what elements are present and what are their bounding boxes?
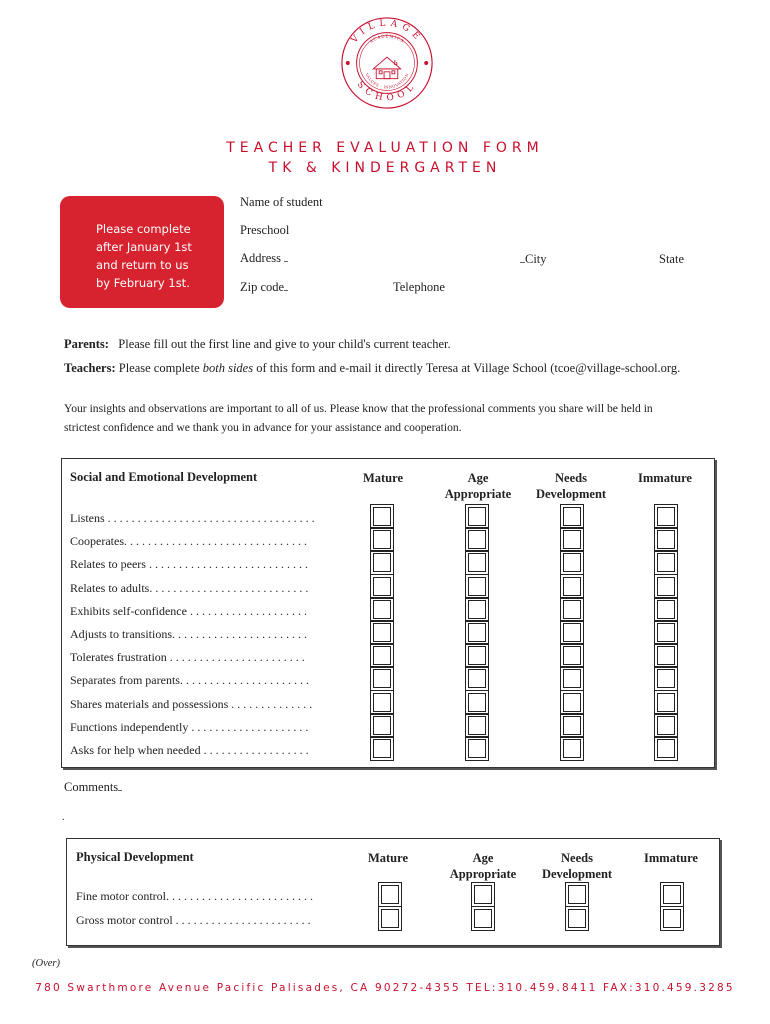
svg-text:SCHOOL: SCHOOL — [354, 79, 420, 104]
criterion-label: Asks for help when needed . . . . . . . . . . . . . . . . . . — [70, 743, 309, 757]
age-appropriate-checkbox[interactable] — [468, 577, 486, 596]
immature-checkbox[interactable] — [657, 577, 675, 596]
village-school-logo — [338, 14, 436, 112]
column-needs-development: Needs Development — [535, 471, 607, 501]
mature-checkbox[interactable] — [373, 739, 391, 758]
age-appropriate-checkbox[interactable] — [474, 885, 492, 904]
needs-development-checkbox[interactable] — [568, 909, 586, 928]
section-heading: Social and Emotional Development — [70, 470, 258, 484]
column-mature: Mature — [362, 471, 404, 485]
section-heading: Physical Development — [76, 850, 194, 864]
over-note: (Over) — [32, 958, 60, 969]
needs-development-checkbox[interactable] — [563, 646, 581, 665]
school-address-footer: 780 Swarthmore Avenue Pacific Palisades, CA 90272-4355 TEL:310.459.8411 FAX:310.459.3285 — [35, 982, 735, 994]
schoolhouse-icon — [373, 57, 400, 79]
notice-line: after January 1st — [96, 240, 192, 254]
criterion-label: Adjusts to transitions. . . . . . . . . . . . . . . . . . . . . . . — [70, 627, 308, 641]
age-appropriate-checkbox[interactable] — [474, 909, 492, 928]
svg-text:VALUES · INNOVATION: VALUES · INNOVATION — [364, 72, 410, 90]
immature-checkbox[interactable] — [657, 507, 675, 526]
mature-checkbox[interactable] — [373, 623, 391, 642]
age-appropriate-checkbox[interactable] — [468, 623, 486, 642]
criterion-label: Gross motor control . . . . . . . . . . . . . . . . . . . . . . . — [76, 912, 311, 927]
immature-checkbox[interactable] — [657, 530, 675, 549]
form-title: TEACHER EVALUATION FORM — [226, 140, 544, 156]
needs-development-checkbox[interactable] — [563, 600, 581, 619]
intro-line-1: Your insights and observations are important to all of us. Please know that the professional comments you share will be held in — [64, 402, 653, 415]
immature-checkbox[interactable] — [657, 716, 675, 735]
immature-checkbox[interactable] — [657, 600, 675, 619]
age-appropriate-checkbox[interactable] — [468, 507, 486, 526]
criterion-label: Tolerates frustration . . . . . . . . . . . . . . . . . . . . . . . — [70, 650, 305, 665]
mature-checkbox[interactable] — [373, 693, 391, 712]
criterion-label: Fine motor control. . . . . . . . . . . . . . . . . . . . . . . . . — [76, 889, 313, 903]
notice-line: by February 1st. — [96, 276, 190, 290]
needs-development-checkbox[interactable] — [568, 885, 586, 904]
needs-development-checkbox[interactable] — [563, 739, 581, 758]
criterion-label: Relates to adults. . . . . . . . . . . . . . . . . . . . . . . . . . . — [70, 580, 309, 595]
svg-text:ACADEMICS: ACADEMICS — [368, 33, 406, 44]
column-mature: Mature — [367, 851, 409, 865]
intro-line-2: strictest confidence and we thank you in advance for your assistance and cooperation. — [64, 421, 462, 434]
mature-checkbox[interactable] — [381, 885, 399, 904]
mature-checkbox[interactable] — [373, 530, 391, 549]
mature-checkbox[interactable] — [373, 553, 391, 572]
age-appropriate-checkbox[interactable] — [468, 739, 486, 758]
form-subtitle: TK & KINDERGARTEN — [268, 160, 502, 176]
immature-checkbox[interactable] — [657, 553, 675, 572]
immature-checkbox[interactable] — [657, 693, 675, 712]
immature-checkbox[interactable] — [657, 739, 675, 758]
column-age-appropriate: Age Appropriate — [444, 471, 512, 501]
notice-line: and return to us — [96, 258, 189, 272]
state-field[interactable]: State — [659, 252, 684, 266]
column-immature: Immature — [644, 851, 698, 865]
immature-checkbox[interactable] — [663, 909, 681, 928]
age-appropriate-checkbox[interactable] — [468, 530, 486, 549]
needs-development-checkbox[interactable] — [563, 577, 581, 596]
column-immature: Immature — [638, 471, 692, 485]
parents-instruction: Parents: Please fill out the first line and give to your child's current teacher. — [64, 337, 451, 351]
age-appropriate-checkbox[interactable] — [468, 693, 486, 712]
mature-checkbox[interactable] — [373, 716, 391, 735]
mature-checkbox[interactable] — [373, 577, 391, 596]
preschool-field[interactable]: Preschool — [240, 223, 290, 237]
age-appropriate-checkbox[interactable] — [468, 669, 486, 688]
column-needs-development: Needs Development — [541, 851, 613, 881]
immature-checkbox[interactable] — [657, 646, 675, 665]
needs-development-checkbox[interactable] — [563, 669, 581, 688]
criterion-label: Exhibits self-confidence . . . . . . . . . . . . . . . . . . . . — [70, 603, 307, 618]
name-of-student-field[interactable]: Name of student — [240, 195, 323, 209]
mature-checkbox[interactable] — [373, 600, 391, 619]
needs-development-checkbox[interactable] — [563, 716, 581, 735]
age-appropriate-checkbox[interactable] — [468, 553, 486, 572]
comments-dot: . — [62, 812, 65, 823]
immature-checkbox[interactable] — [657, 669, 675, 688]
immature-checkbox[interactable] — [663, 885, 681, 904]
criterion-label: Cooperates. . . . . . . . . . . . . . . . . . . . . . . . . . . . . . . — [70, 534, 307, 549]
comments-field[interactable]: Comments — [64, 780, 122, 795]
column-age-appropriate: Age Appropriate — [449, 851, 517, 881]
age-appropriate-checkbox[interactable] — [468, 716, 486, 735]
teachers-instruction: Teachers: Please complete both sides of this form and e-mail it directly Teresa at Village School (tcoe@village-school.org. — [64, 361, 681, 375]
notice-line: Please complete — [96, 222, 191, 236]
criterion-label: Separates from parents. . . . . . . . . . . . . . . . . . . . . . — [70, 673, 309, 688]
criterion-label: Shares materials and possessions . . . . . . . . . . . . . . — [70, 696, 313, 711]
deadline-notice — [60, 196, 224, 308]
needs-development-checkbox[interactable] — [563, 507, 581, 526]
mature-checkbox[interactable] — [373, 507, 391, 526]
criterion-label: Functions independently . . . . . . . . . . . . . . . . . . . . — [70, 719, 309, 734]
needs-development-checkbox[interactable] — [563, 553, 581, 572]
address-field[interactable]: Address — [240, 251, 288, 266]
city-field[interactable]: City — [520, 252, 547, 267]
needs-development-checkbox[interactable] — [563, 623, 581, 642]
immature-checkbox[interactable] — [657, 623, 675, 642]
zip-code-field[interactable]: Zip code — [240, 280, 288, 295]
mature-checkbox[interactable] — [373, 669, 391, 688]
needs-development-checkbox[interactable] — [563, 693, 581, 712]
criterion-label: Relates to peers . . . . . . . . . . . . . . . . . . . . . . . . . . . — [70, 557, 308, 572]
mature-checkbox[interactable] — [381, 909, 399, 928]
telephone-field[interactable]: Telephone — [393, 280, 445, 294]
age-appropriate-checkbox[interactable] — [468, 646, 486, 665]
mature-checkbox[interactable] — [373, 646, 391, 665]
criterion-label: Listens . . . . . . . . . . . . . . . . . . . . . . . . . . . . . . . . . . . — [70, 511, 315, 525]
age-appropriate-checkbox[interactable] — [468, 600, 486, 619]
svg-text:VILLAGE: VILLAGE — [349, 18, 425, 46]
needs-development-checkbox[interactable] — [563, 530, 581, 549]
